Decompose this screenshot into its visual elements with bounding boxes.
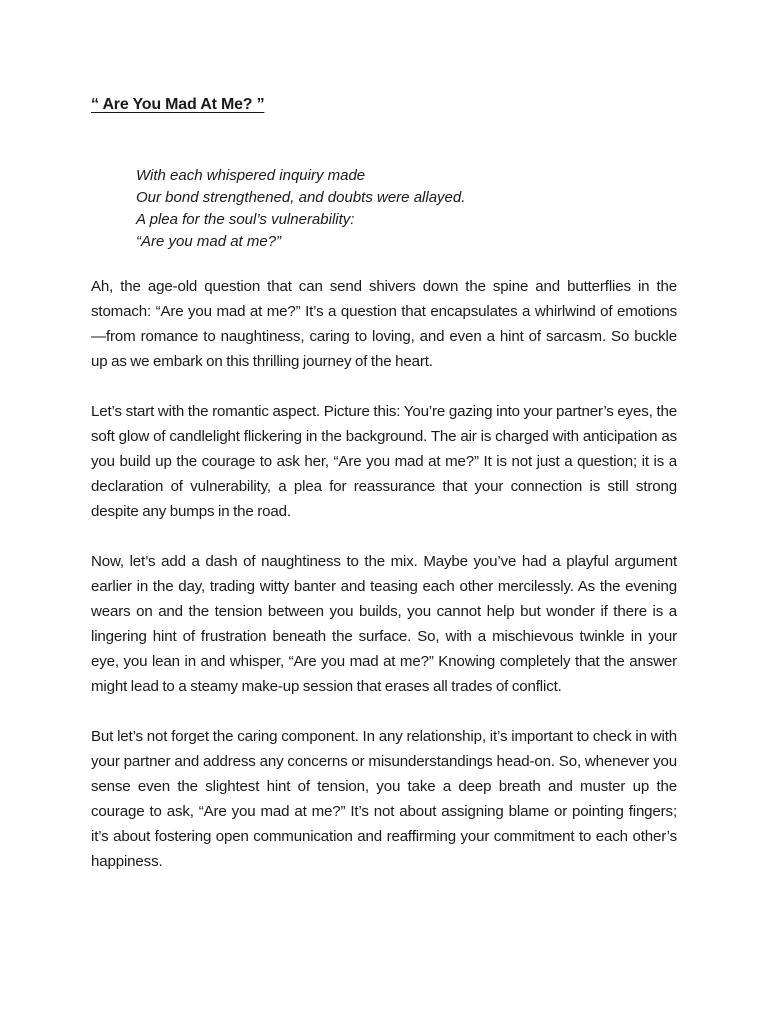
poem-line: With each whispered inquiry made <box>136 167 366 184</box>
body-text <box>91 274 677 899</box>
poem-line: A plea for the soul’s vulnerability: <box>136 211 355 228</box>
paragraph-naughtiness: Now, let’s add a dash of naughtiness to the mix. Maybe you’ve had a playful argument earlier in the day, trading witty banter and teasing each other mercilessly. As the evening wears on and the tension between you builds, you cannot help but wonder if there is a lingering hint of frustration beneath the surface. So, with a mischievous twinkle in your eye, you lean in and whisper, “Are you mad at me?” Knowing completely that the answer might lead to a steamy make-up session that erases all trades of conflict. <box>91 553 677 695</box>
paragraph-caring: But let’s not forget the caring component. In any relationship, it’s important to check in with your partner and address any concerns or misunderstandings head-on. So, whenever you sense even the slightest hint of tension, you take a deep breath and muster up the courage to ask, “Are you mad at me?” It’s not about assigning blame or pointing fingers; it’s about fostering open communication and reaffirming your commitment to each other’s happiness. <box>91 728 677 870</box>
paragraph-romantic: Let’s start with the romantic aspect. Picture this: You’re gazing into your partner’s eyes, the soft glow of candlelight flickering in the background. The air is charged with anticipation as you build up the courage to ask her, “Are you mad at me?” It is not just a question; it is a declaration of vulnerability, a plea for reassurance that your connection is still strong despite any bumps in the road. <box>91 403 677 520</box>
poem-line: “Are you mad at me?” <box>136 233 282 250</box>
poem-stanza <box>136 165 656 253</box>
poem-line: Our bond strengthened, and doubts were allayed. <box>136 189 466 206</box>
paragraph-intro: Ah, the age-old question that can send shivers down the spine and butterflies in the stomach: “Are you mad at me?” It’s a question that encapsulates a whirlwind of emotions—from romance to naughtiness, caring to loving, and even a hint of sarcasm. So buckle up as we embark on this thrilling journey of the heart. <box>91 278 677 370</box>
document-title: “ Are You Mad At Me? ” <box>91 96 265 113</box>
